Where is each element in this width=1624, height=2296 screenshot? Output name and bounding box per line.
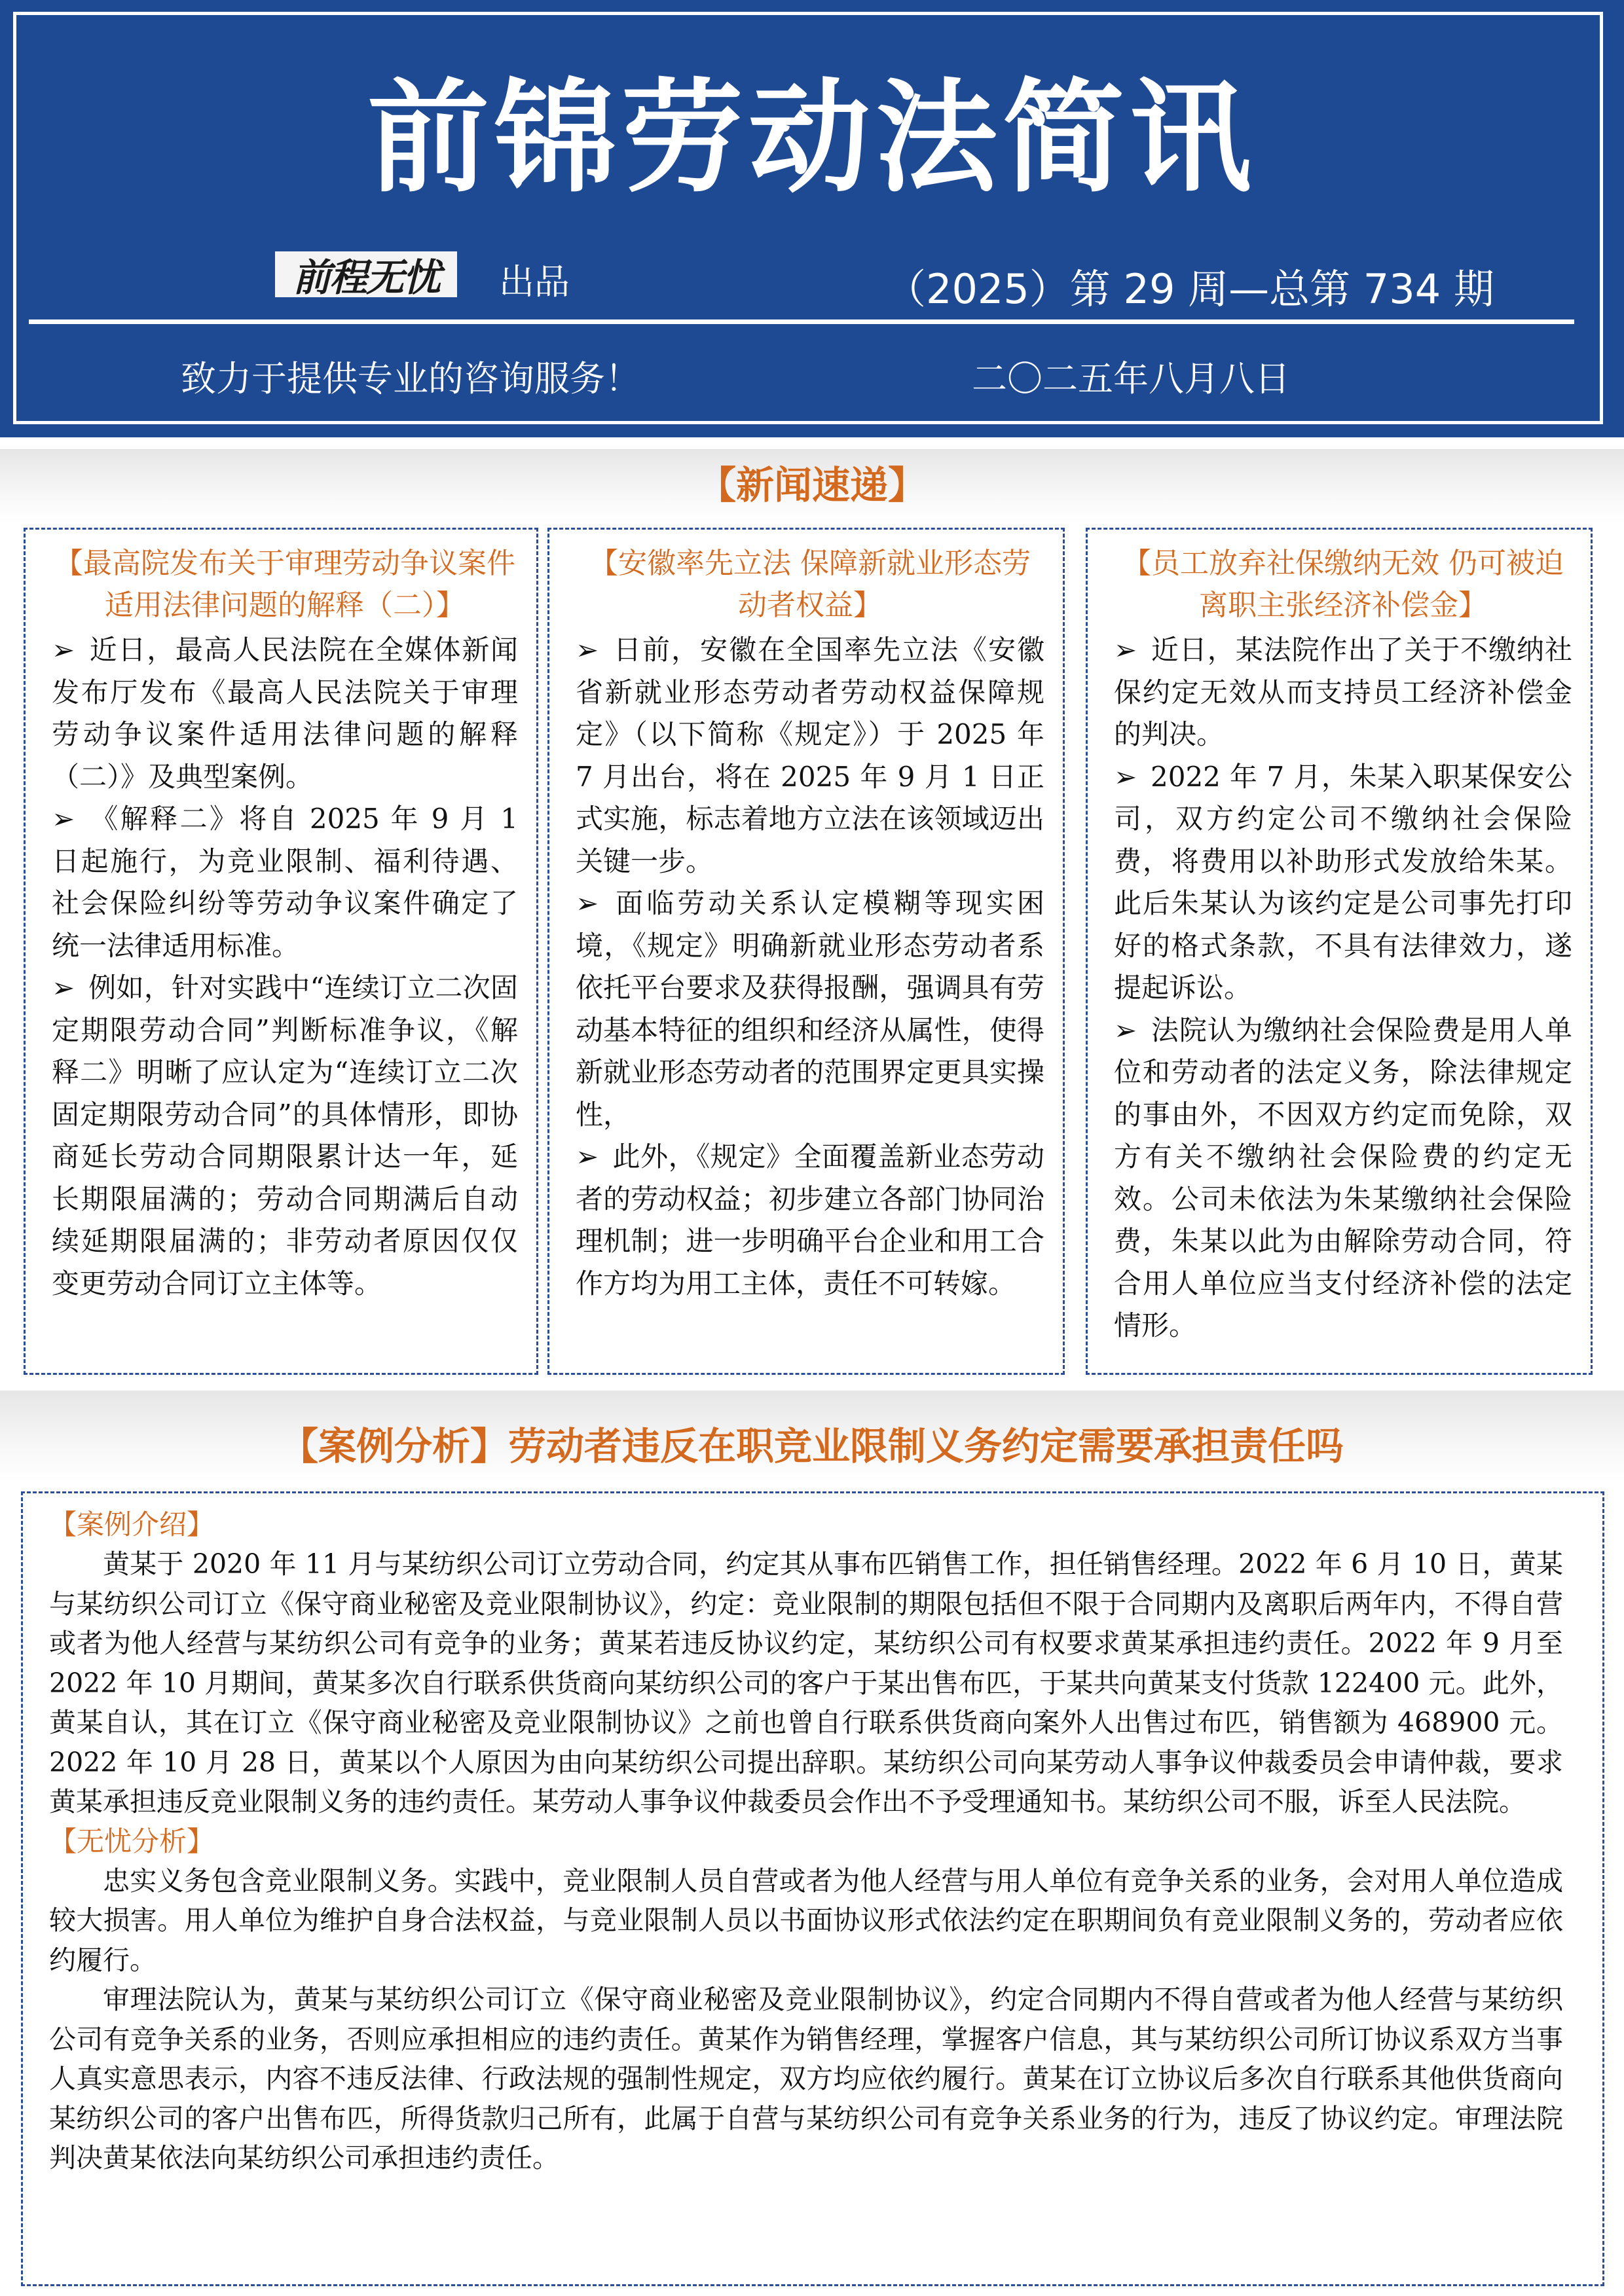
news-column-1 xyxy=(24,528,538,1375)
case-analysis-paragraph: 审理法院认为，黄某与某纺织公司订立《保守商业秘密及竞业限制协议》，约定合同期内不得自营或者为他人经营与某纺织公司有竞争关系的业务，否则应承担相应的违约责任。黄某作为销售经理，掌握客户信息，其与某纺织公司所订协议系双方当事人真实意思表示，内容不违反法律、行政法规的强制性规定，双方均应依约履行。黄某在订立协议后多次自行联系其他供货商向某纺织公司的客户出售布匹，所得货款归己所有，此属于自营与某纺织公司有竞争关系业务的行为，违反了协议约定。审理法院判决黄某依法向某纺织公司承担违约责任。 xyxy=(49,1984,1563,2174)
news-paragraph: ➢ 例如，针对实践中“连续订立二次固定期限劳动合同”判断标准争议，《解释二》明晰了应认定为“连续订立二次固定期限劳动合同”的具体情形，即协商延长劳动合同期限累计达一年，延长期限届满的；劳动合同期满后自动续延期限届满的；非劳动者原因仅仅变更劳动合同订立主体等。 xyxy=(52,967,518,1305)
case-intro-label: 【案例介绍】 xyxy=(49,1508,215,1540)
news-paragraph: ➢ 近日，某法院作出了关于不缴纳社保约定无效从而支持员工经济补偿金的判决。 xyxy=(1114,629,1572,756)
arrow-bullet-icon: ➢ xyxy=(52,634,75,666)
case-analysis-paragraph: 忠实义务包含竞业限制义务。实践中，竞业限制人员自营或者为他人经营与用人单位有竞争关系的业务，会对用人单位造成较大损害。用人单位为维护自身合法权益，与竞业限制人员以书面协议形式依法约定在职期间负有竞业限制义务的，劳动者应依约履行。 xyxy=(49,1865,1563,1976)
news-paragraph: ➢ 此外，《规定》全面覆盖新业态劳动者的劳动权益；初步建立各部门协同治理机制；进一步明确平台企业和用工合作方均为用工主体，责任不可转嫁。 xyxy=(576,1136,1044,1305)
case-section-heading: 【案例分析】劳动者违反在职竞业限制义务约定需要承担责任吗 xyxy=(280,1424,1344,1468)
news-title-3: 【员工放弃社保缴纳无效 仍可被迫离职主张经济补偿金】 xyxy=(1122,547,1564,622)
news-title-1: 【最高院发布关于审理劳动争议案件适用法律问题的解释（二）】 xyxy=(54,547,515,622)
issue-date: 二〇二五年八月八日 xyxy=(972,358,1290,399)
arrow-bullet-icon: ➢ xyxy=(1114,760,1137,793)
slogan: 致力于提供专业的咨询服务！ xyxy=(181,358,640,399)
news-paragraph: ➢ 2022 年 7 月，朱某入职某保安公司，双方约定公司不缴纳社会保险费，将费用以补助形式发放给朱某。此后朱某认为该约定是公司事先打印好的格式条款，不具有法律效力，遂提起诉讼。 xyxy=(1114,756,1572,1010)
news-paragraph: ➢ 《解释二》将自 2025 年 9 月 1 日起施行，为竞业限制、福利待遇、社会保险纠纷等劳动争议案件确定了统一法律适用标准。 xyxy=(52,798,518,967)
arrow-bullet-icon: ➢ xyxy=(576,1140,599,1173)
header-banner xyxy=(0,0,1624,437)
arrow-bullet-icon: ➢ xyxy=(1114,634,1137,666)
news-section-heading: 【新闻速递】 xyxy=(697,463,926,507)
case-analysis-box xyxy=(21,1491,1604,2286)
arrow-bullet-icon: ➢ xyxy=(52,972,75,1004)
company-logo: 前程无忧 xyxy=(275,251,457,297)
issue-number: （2025）第 29 周—总第 734 期 xyxy=(885,265,1494,313)
news-paragraph: ➢ 近日，最高人民法院在全媒体新闻发布厅发布《最高人民法院关于审理劳动争议案件适用法律问题的解释（二）》及典型案例。 xyxy=(52,629,518,798)
news-title-2: 【安徽率先立法 保障新就业形态劳动者权益】 xyxy=(589,547,1031,622)
producer-label: 出品 xyxy=(499,261,570,302)
news-column-3 xyxy=(1086,528,1593,1375)
arrow-bullet-icon: ➢ xyxy=(52,803,75,835)
news-column-2 xyxy=(547,528,1065,1375)
page-title: 前锦劳动法简讯 xyxy=(367,67,1257,209)
news-paragraph: ➢ 法院认为缴纳社会保险费是用人单位和劳动者的法定义务，除法律规定的事由外，不因双方约定而免除，双方有关不缴纳社会保险费的约定无效。公司未依法为朱某缴纳社会保险费，朱某以此为由解除劳动合同，符合用人单位应当支付经济补偿的法定情形。 xyxy=(1114,1010,1572,1347)
arrow-bullet-icon: ➢ xyxy=(576,634,599,666)
news-paragraph: ➢ 面临劳动关系认定模糊等现实困境，《规定》明确新就业形态劳动者系依托平台要求及获得报酬，强调具有劳动基本特征的组织和经济从属性，使得新就业形态劳动者的范围界定更具实操性， xyxy=(576,883,1044,1136)
news-paragraph: ➢ 日前，安徽在全国率先立法《安徽省新就业形态劳动者劳动权益保障规定》（以下简称《规定》）于 2025 年 7 月出台，将在 2025 年 9 月 1 日正式实施，标志着地方立法在该领域迈出关键一步。 xyxy=(576,629,1044,883)
case-intro-paragraph: 黄某于 2020 年 11 月与某纺织公司订立劳动合同，约定其从事布匹销售工作，担任销售经理。2022 年 6 月 10 日，黄某与某纺织公司订立《保守商业秘密及竞业限制协议》，约定：竞业限制的期限包括但不限于合同期内及离职后两年内，不得自营或者为他人经营与某纺织公司有竞争的业务；黄某若违反协议约定，某纺织公司有权要求黄某承担违约责任。2022 年 9 月至 2022 年 10 月期间，黄某多次自行联系供货商向某纺织公司的客户于某出售布匹，于某共向黄某支付货款 122400 元。此外，黄某自认，其在订立《保守商业秘密及竞业限制协议》之前也曾自行联系供货商向案外人出售过布匹，销售额为 468900 元。2022 年 10 月 28 日，黄某以个人原因为由向某纺织公司提出辞职。某纺织公司向某劳动人事争议仲裁委员会申请仲裁，要求黄某承担违反竞业限制义务的违约责任。某劳动人事争议仲裁委员会作出不予受理通知书。某纺织公司不服，诉至人民法院。 xyxy=(49,1548,1563,1817)
arrow-bullet-icon: ➢ xyxy=(1114,1013,1137,1046)
arrow-bullet-icon: ➢ xyxy=(576,887,599,919)
case-analysis-label: 【无忧分析】 xyxy=(49,1825,215,1857)
header-divider xyxy=(29,319,1574,324)
